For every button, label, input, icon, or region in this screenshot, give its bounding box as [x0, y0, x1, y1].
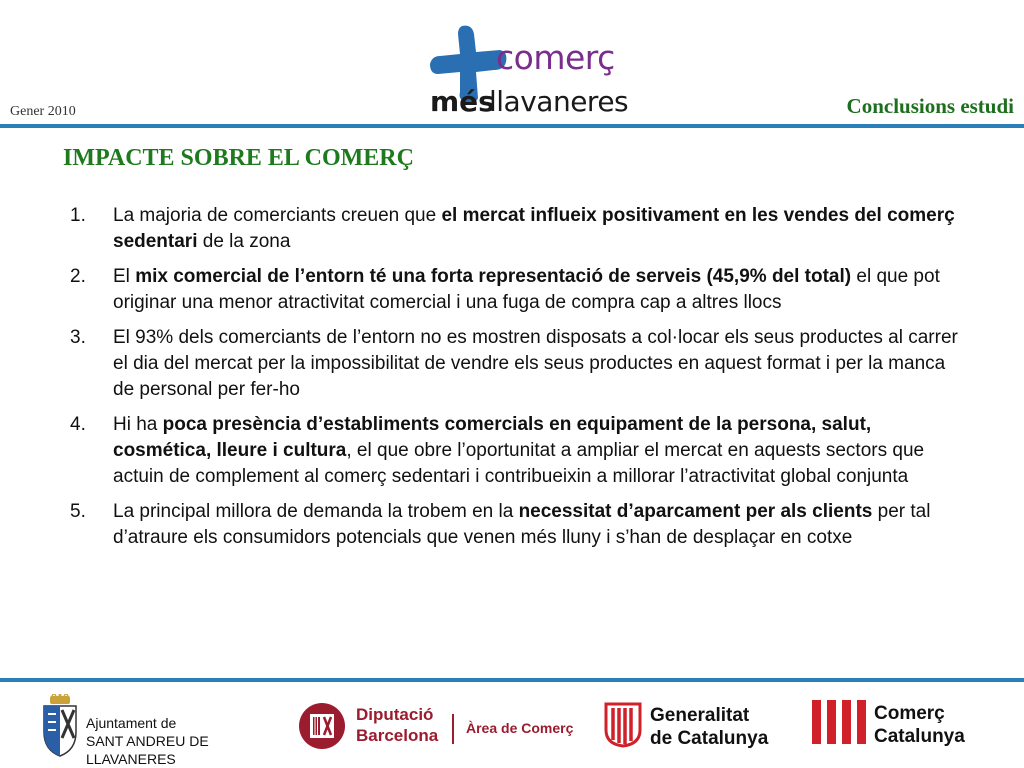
conclusion-text-bold: poca presència d’establiments comercials en equipament de la persona, salut, cosmética, lleure i cultura — [113, 414, 872, 461]
conclusion-text-segment: Hi ha — [113, 414, 163, 435]
conclusion-text-segment: per tal d’atraure els consumidors potencials que venen més lluny i s’han de desplaçar en cotxe — [113, 501, 931, 548]
conclusions-list — [70, 203, 970, 560]
logo-word-comerc: comerç — [496, 38, 615, 77]
conclusion-text-bold: necessitat d’aparcament per als clients — [518, 501, 873, 522]
generalitat-emblem-icon — [604, 700, 642, 748]
logo-word-llavaneres: llavaneres — [489, 85, 629, 118]
generalitat-logo — [604, 694, 794, 760]
conclusion-number: 5. — [70, 501, 86, 522]
conclusion-number: 4. — [70, 414, 86, 435]
logo-word-mes: més — [430, 85, 495, 118]
comerc-catalunya-line2: Catalunya — [874, 726, 965, 747]
conclusion-text-segment: El — [113, 266, 136, 287]
comerc-catalunya-line1: Comerç — [874, 703, 945, 724]
conclusion-text-segment: de la zona — [197, 231, 291, 252]
conclusion-item — [70, 264, 970, 316]
diputacio-line2: Barcelona — [356, 726, 439, 745]
bottom-divider — [0, 678, 1024, 682]
conclusion-number: 2. — [70, 266, 86, 287]
conclusion-text-segment: el que pot originar una menor atractivitat comercial i una fuga de compra cap a altres llocs — [113, 266, 940, 313]
ajuntament-logo — [40, 694, 290, 767]
ajuntament-line2: SANT ANDREU DE LLAVANERES — [86, 733, 209, 767]
diputacio-area: Àrea de Comerç — [466, 720, 574, 736]
conclusion-text — [113, 412, 970, 490]
mes-comerc-llavaneres-logo — [428, 22, 629, 120]
conclusion-text-bold: el mercat influeix positivament en les vendes del comerç sedentari — [113, 205, 955, 252]
diputacio-barcelona-logo — [298, 694, 588, 760]
generalitat-line2: de Catalunya — [650, 728, 769, 749]
conclusion-item — [70, 412, 970, 490]
conclusion-text — [113, 203, 970, 255]
diputacio-emblem-icon — [298, 702, 346, 750]
conclusion-text-segment: La majoria de comerciants creuen que — [113, 205, 442, 226]
conclusion-text-segment: El 93% dels comerciants de l’entorn no es mostren disposats a col·locar els seus productes al carrer el dia del mercat per la impossibilitat de vendre els seus productes en aquest format i per la manca de personal per fer-ho — [113, 327, 958, 400]
conclusion-number: 1. — [70, 205, 86, 226]
conclusion-item — [70, 325, 970, 403]
conclusion-item — [70, 203, 970, 255]
comerc-catalunya-logo — [812, 694, 1012, 760]
conclusion-number: 3. — [70, 327, 86, 348]
ajuntament-line1: Ajuntament de — [86, 715, 177, 731]
coat-of-arms-icon — [40, 694, 80, 758]
conclusion-text — [113, 264, 970, 316]
page-title: IMPACTE SOBRE EL COMERÇ — [63, 145, 414, 171]
conclusion-item — [70, 499, 970, 551]
conclusion-text-segment: , el que obre l’oportunitat a ampliar el mercat en aquests sectors que actuin de complement al comerç sedentari i contribueixin a millorar l’atractivitat global conjunta — [113, 440, 925, 487]
diputacio-separator — [452, 714, 454, 744]
diputacio-line1: Diputació — [356, 705, 434, 724]
conclusion-text-bold: mix comercial de l’entorn té una forta representació de serveis (45,9% del total) — [135, 266, 852, 287]
conclusion-text — [113, 499, 970, 551]
header-date: Gener 2010 — [10, 104, 76, 119]
header-section: Conclusions estudi — [846, 94, 1014, 118]
generalitat-line1: Generalitat — [650, 705, 750, 726]
comerc-stripes-icon — [812, 700, 866, 744]
conclusion-text-segment: La principal millora de demanda la trobem en la — [113, 501, 519, 522]
footer-logos — [0, 684, 1024, 768]
top-divider — [0, 124, 1024, 128]
conclusion-text — [113, 325, 970, 403]
